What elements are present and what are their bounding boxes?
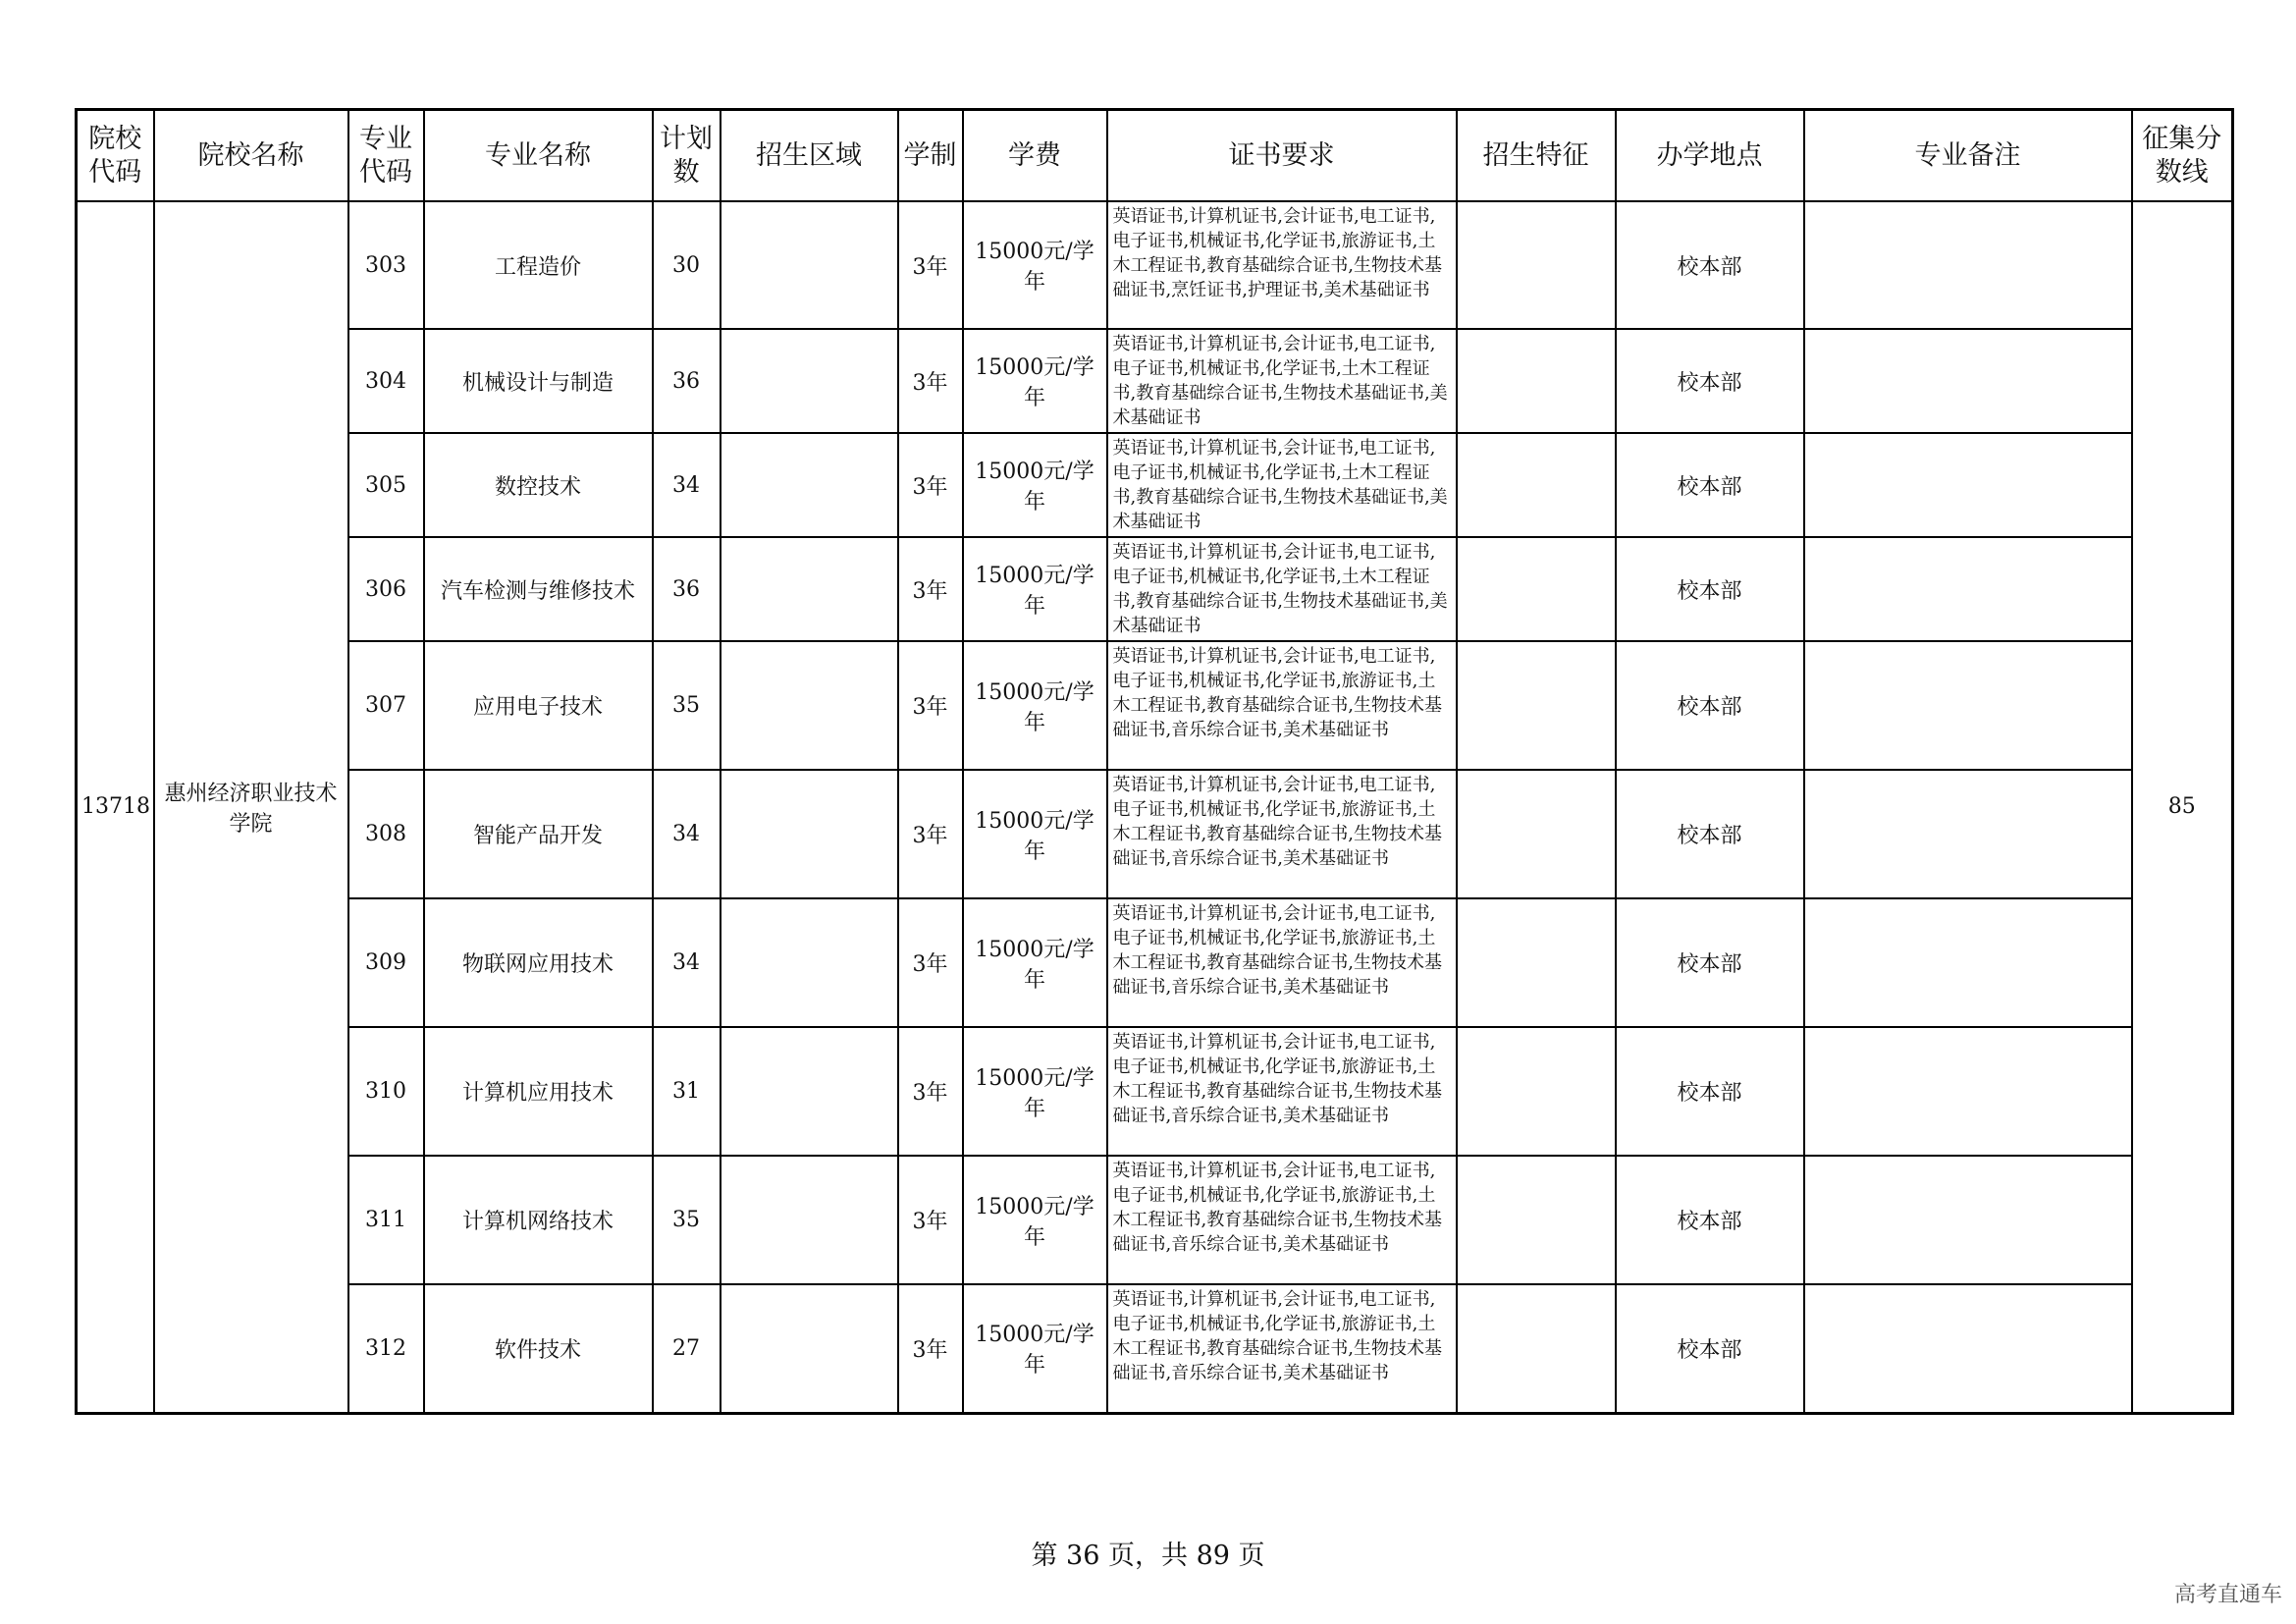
- header-school-name: 院校名称: [154, 110, 348, 202]
- duration-cell: 3年: [898, 1156, 963, 1284]
- header-row: [77, 110, 2233, 202]
- school-name-cell: 惠州经济职业技术学院: [154, 201, 348, 1413]
- table-row: [77, 433, 2233, 537]
- location-cell: 校本部: [1616, 641, 1804, 770]
- header-remark: 专业备注: [1804, 110, 2132, 202]
- cert-cell: 英语证书,计算机证书,会计证书,电工证书,电子证书,机械证书,化学证书,旅游证书,土木工程证书,教育基础综合证书,生物技术基础证书,音乐综合证书,美术基础证书: [1107, 1027, 1457, 1156]
- cert-cell: 英语证书,计算机证书,会计证书,电工证书,电子证书,机械证书,化学证书,旅游证书,土木工程证书,教育基础综合证书,生物技术基础证书,音乐综合证书,美术基础证书: [1107, 1284, 1457, 1413]
- feature-cell: [1457, 433, 1616, 537]
- remark-cell: [1804, 641, 2132, 770]
- tuition-cell: 15000元/学年: [963, 201, 1107, 329]
- remark-cell: [1804, 770, 2132, 898]
- table-row: [77, 329, 2233, 433]
- feature-cell: [1457, 1027, 1616, 1156]
- region-cell: [721, 537, 898, 641]
- major-name-cell: 软件技术: [424, 1284, 653, 1413]
- region-cell: [721, 201, 898, 329]
- remark-cell: [1804, 1027, 2132, 1156]
- page-footer: 第 36 页，共 89 页: [1031, 1541, 1265, 1571]
- remark-cell: [1804, 537, 2132, 641]
- remark-cell: [1804, 433, 2132, 537]
- plan-cell: 34: [653, 433, 721, 537]
- remark-cell: [1804, 898, 2132, 1027]
- feature-cell: [1457, 898, 1616, 1027]
- cert-cell: 英语证书,计算机证书,会计证书,电工证书,电子证书,机械证书,化学证书,旅游证书,土木工程证书,教育基础综合证书,生物技术基础证书,音乐综合证书,美术基础证书: [1107, 641, 1457, 770]
- header-plan: 计划数: [653, 110, 721, 202]
- major-name-cell: 计算机网络技术: [424, 1156, 653, 1284]
- major-name-cell: 应用电子技术: [424, 641, 653, 770]
- major-code-cell: 305: [348, 433, 424, 537]
- region-cell: [721, 641, 898, 770]
- cert-cell: 英语证书,计算机证书,会计证书,电工证书,电子证书,机械证书,化学证书,土木工程证书,教育基础综合证书,生物技术基础证书,美术基础证书: [1107, 433, 1457, 537]
- location-cell: 校本部: [1616, 433, 1804, 537]
- table-row: [77, 1156, 2233, 1284]
- plan-cell: 30: [653, 201, 721, 329]
- tuition-cell: 15000元/学年: [963, 537, 1107, 641]
- duration-cell: 3年: [898, 201, 963, 329]
- region-cell: [721, 1284, 898, 1413]
- tuition-cell: 15000元/学年: [963, 641, 1107, 770]
- table-row: [77, 1284, 2233, 1413]
- header-region: 招生区域: [721, 110, 898, 202]
- header-feature: 招生特征: [1457, 110, 1616, 202]
- location-cell: 校本部: [1616, 329, 1804, 433]
- remark-cell: [1804, 201, 2132, 329]
- score-cell: 85: [2132, 201, 2233, 1413]
- plan-cell: 36: [653, 537, 721, 641]
- major-name-cell: 汽车检测与维修技术: [424, 537, 653, 641]
- major-name-cell: 物联网应用技术: [424, 898, 653, 1027]
- plan-cell: 27: [653, 1284, 721, 1413]
- region-cell: [721, 1156, 898, 1284]
- table-body: [77, 201, 2233, 1413]
- cert-cell: 英语证书,计算机证书,会计证书,电工证书,电子证书,机械证书,化学证书,旅游证书,土木工程证书,教育基础综合证书,生物技术基础证书,音乐综合证书,美术基础证书: [1107, 898, 1457, 1027]
- plan-cell: 36: [653, 329, 721, 433]
- major-code-cell: 306: [348, 537, 424, 641]
- cert-cell: 英语证书,计算机证书,会计证书,电工证书,电子证书,机械证书,化学证书,旅游证书,土木工程证书,教育基础综合证书,生物技术基础证书,音乐综合证书,美术基础证书: [1107, 1156, 1457, 1284]
- header-tuition: 学费: [963, 110, 1107, 202]
- duration-cell: 3年: [898, 1284, 963, 1413]
- region-cell: [721, 329, 898, 433]
- feature-cell: [1457, 1284, 1616, 1413]
- remark-cell: [1804, 329, 2132, 433]
- cert-cell: 英语证书,计算机证书,会计证书,电工证书,电子证书,机械证书,化学证书,旅游证书,土木工程证书,教育基础综合证书,生物技术基础证书,烹饪证书,护理证书,美术基础证书: [1107, 201, 1457, 329]
- header-score: 征集分数线: [2132, 110, 2233, 202]
- duration-cell: 3年: [898, 898, 963, 1027]
- duration-cell: 3年: [898, 641, 963, 770]
- tuition-cell: 15000元/学年: [963, 770, 1107, 898]
- plan-cell: 34: [653, 770, 721, 898]
- cert-cell: 英语证书,计算机证书,会计证书,电工证书,电子证书,机械证书,化学证书,土木工程证书,教育基础综合证书,生物技术基础证书,美术基础证书: [1107, 329, 1457, 433]
- admissions-table: [75, 108, 2234, 1415]
- header-school-code: 院校代码: [77, 110, 154, 202]
- location-cell: 校本部: [1616, 201, 1804, 329]
- feature-cell: [1457, 329, 1616, 433]
- major-name-cell: 计算机应用技术: [424, 1027, 653, 1156]
- table-row: [77, 1027, 2233, 1156]
- region-cell: [721, 1027, 898, 1156]
- major-code-cell: 312: [348, 1284, 424, 1413]
- duration-cell: 3年: [898, 770, 963, 898]
- table-row: [77, 537, 2233, 641]
- major-code-cell: 310: [348, 1027, 424, 1156]
- duration-cell: 3年: [898, 329, 963, 433]
- major-code-cell: 304: [348, 329, 424, 433]
- major-code-cell: 311: [348, 1156, 424, 1284]
- plan-cell: 31: [653, 1027, 721, 1156]
- header-major-code: 专业代码: [348, 110, 424, 202]
- remark-cell: [1804, 1284, 2132, 1413]
- plan-cell: 35: [653, 1156, 721, 1284]
- location-cell: 校本部: [1616, 1027, 1804, 1156]
- major-code-cell: 307: [348, 641, 424, 770]
- tuition-cell: 15000元/学年: [963, 1284, 1107, 1413]
- header-location: 办学地点: [1616, 110, 1804, 202]
- region-cell: [721, 433, 898, 537]
- feature-cell: [1457, 770, 1616, 898]
- tuition-cell: 15000元/学年: [963, 898, 1107, 1027]
- table-row: [77, 770, 2233, 898]
- table-row: [77, 641, 2233, 770]
- tuition-cell: 15000元/学年: [963, 1156, 1107, 1284]
- school-code-cell: 13718: [77, 201, 154, 1413]
- header-cert: 证书要求: [1107, 110, 1457, 202]
- location-cell: 校本部: [1616, 770, 1804, 898]
- major-code-cell: 309: [348, 898, 424, 1027]
- region-cell: [721, 770, 898, 898]
- tuition-cell: 15000元/学年: [963, 1027, 1107, 1156]
- watermark: 高考直通车: [2173, 1583, 2282, 1607]
- tuition-cell: 15000元/学年: [963, 329, 1107, 433]
- location-cell: 校本部: [1616, 537, 1804, 641]
- region-cell: [721, 898, 898, 1027]
- plan-cell: 34: [653, 898, 721, 1027]
- header-major-name: 专业名称: [424, 110, 653, 202]
- major-name-cell: 机械设计与制造: [424, 329, 653, 433]
- feature-cell: [1457, 201, 1616, 329]
- remark-cell: [1804, 1156, 2132, 1284]
- feature-cell: [1457, 641, 1616, 770]
- duration-cell: 3年: [898, 433, 963, 537]
- duration-cell: 3年: [898, 1027, 963, 1156]
- tuition-cell: 15000元/学年: [963, 433, 1107, 537]
- major-name-cell: 工程造价: [424, 201, 653, 329]
- table-row: [77, 201, 2233, 329]
- duration-cell: 3年: [898, 537, 963, 641]
- location-cell: 校本部: [1616, 1284, 1804, 1413]
- major-code-cell: 308: [348, 770, 424, 898]
- major-name-cell: 智能产品开发: [424, 770, 653, 898]
- major-code-cell: 303: [348, 201, 424, 329]
- location-cell: 校本部: [1616, 898, 1804, 1027]
- cert-cell: 英语证书,计算机证书,会计证书,电工证书,电子证书,机械证书,化学证书,土木工程证书,教育基础综合证书,生物技术基础证书,美术基础证书: [1107, 537, 1457, 641]
- major-name-cell: 数控技术: [424, 433, 653, 537]
- feature-cell: [1457, 1156, 1616, 1284]
- table-row: [77, 898, 2233, 1027]
- location-cell: 校本部: [1616, 1156, 1804, 1284]
- feature-cell: [1457, 537, 1616, 641]
- cert-cell: 英语证书,计算机证书,会计证书,电工证书,电子证书,机械证书,化学证书,旅游证书,土木工程证书,教育基础综合证书,生物技术基础证书,音乐综合证书,美术基础证书: [1107, 770, 1457, 898]
- header-duration: 学制: [898, 110, 963, 202]
- plan-cell: 35: [653, 641, 721, 770]
